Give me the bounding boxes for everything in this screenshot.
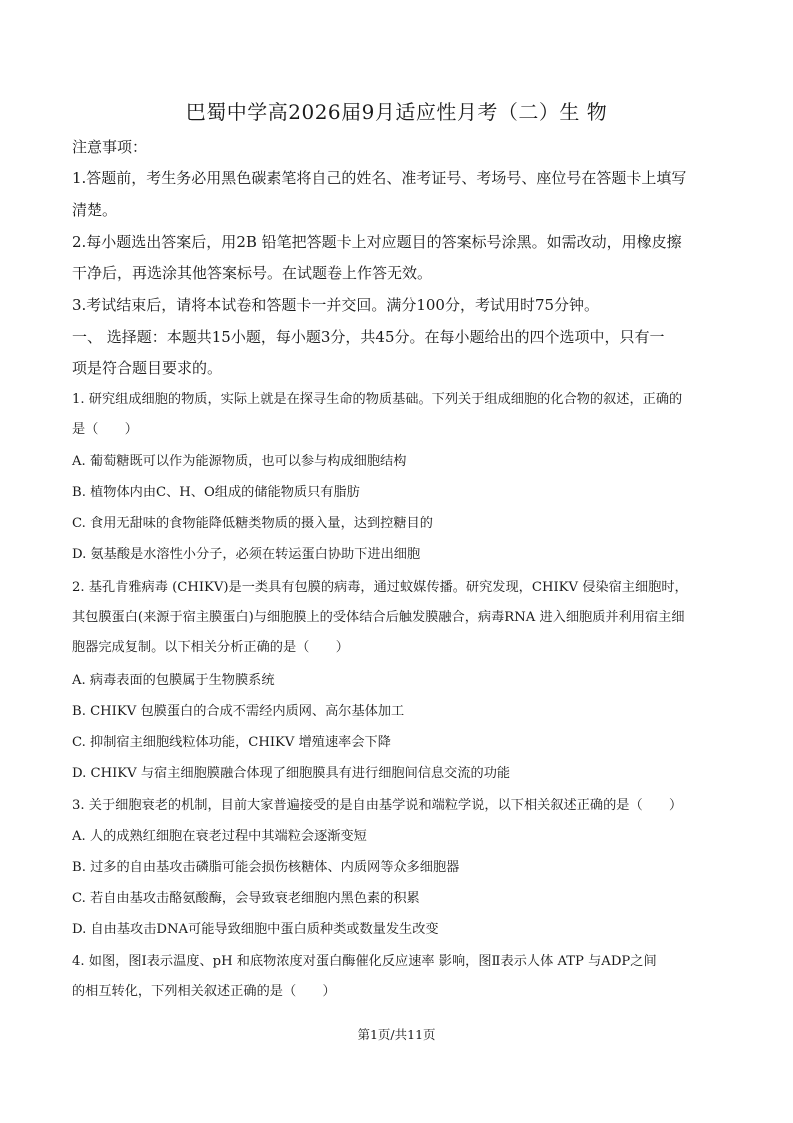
- q2-option-c: C. 抑制宿主细胞线粒体功能，CHIKV 增殖速率会下降: [72, 735, 391, 750]
- page-title: 巴蜀中学高2026届9月适应性月考（二）生 物: [185, 100, 608, 124]
- q1-option-a: A. 葡萄糖既可以作为能源物质，也可以参与构成细胞结构: [72, 454, 407, 469]
- q2-stem-line-1: 2. 基孔肯雅病毒 (CHIKV)是一类具有包膜的病毒，通过蚊媒传播。研究发现，CHIKV 侵染宿主细胞时，: [72, 580, 688, 595]
- page-footer: 第1页/共11页: [357, 1027, 436, 1042]
- q1-option-b: B. 植物体内由C、H、O组成的储能物质只有脂肪: [72, 485, 360, 500]
- q2-stem-line-2: 其包膜蛋白(来源于宿主膜蛋白)与细胞膜上的受体结合后触发膜融合，病毒RNA 进入细胞质并利用宿主细: [72, 610, 685, 625]
- note-1-line-2: 清楚。: [72, 201, 118, 219]
- q4-stem-line-1: 4. 如图，图Ⅰ表示温度、pH 和底物浓度对蛋白酶催化反应速率 影响，图Ⅱ表示人体 ATP 与ADP之间: [72, 954, 657, 969]
- section-heading-line-2: 项是符合题目要求的。: [72, 359, 223, 377]
- q2-stem-line-3: 胞器完成复制。以下相关分析正确的是（ ）: [72, 640, 349, 655]
- note-3-line-1: 3.考试结束后，请将本试卷和答题卡一并交回。满分100分，考试用时75分钟。: [72, 296, 600, 314]
- note-2-line-2: 干净后，再选涂其他答案标号。在试题卷上作答无效。: [72, 264, 433, 282]
- q1-option-c: C. 食用无甜味的食物能降低糖类物质的摄入量，达到控糖目的: [72, 516, 433, 531]
- notice-heading: 注意事项：: [72, 138, 148, 156]
- q2-option-a: A. 病毒表面的包膜属于生物膜系统: [72, 673, 275, 688]
- q1-stem-line-2: 是（ ）: [72, 422, 138, 437]
- q3-stem-line-1: 3. 关于细胞衰老的机制，目前大家普遍接受的是自由基学说和端粒学说，以下相关叙述正确的是（ ）: [72, 798, 683, 813]
- q3-option-c: C. 若自由基攻击酪氨酸酶，会导致衰老细胞内黑色素的积累: [72, 891, 420, 906]
- q3-option-a: A. 人的成熟红细胞在衰老过程中其端粒会逐渐变短: [72, 829, 367, 844]
- q4-stem-line-2: 的相互转化，下列相关叙述正确的是（ ）: [72, 984, 336, 999]
- section-heading-line-1: 一、 选择题：本题共15小题，每小题3分，共45分。在每小题给出的四个选项中，只有一: [72, 328, 665, 346]
- note-2-line-1: 2.每小题选出答案后，用2B 铅笔把答题卡上对应题目的答案标号涂黑。如需改动，用橡皮擦: [72, 233, 682, 251]
- note-1-line-1: 1.答题前，考生务必用黑色碳素笔将自己的姓名、准考证号、考场号、座位号在答题卡上填写: [72, 169, 687, 187]
- q3-option-b: B. 过多的自由基攻击磷脂可能会损伤核糖体、内质网等众多细胞器: [72, 860, 460, 875]
- q2-option-d: D. CHIKV 与宿主细胞膜融合体现了细胞膜具有进行细胞间信息交流的功能: [72, 766, 511, 781]
- q3-option-d: D. 自由基攻击DNA可能导致细胞中蛋白质种类或数量发生改变: [72, 922, 439, 937]
- q1-option-d: D. 氨基酸是水溶性小分子，必须在转运蛋白协助下进出细胞: [72, 547, 421, 562]
- q1-stem-line-1: 1. 研究组成细胞的物质，实际上就是在探寻生命的物质基础。下列关于组成细胞的化合物的叙述，正确的: [72, 392, 683, 407]
- q2-option-b: B. CHIKV 包膜蛋白的合成不需经内质网、高尔基体加工: [72, 704, 405, 719]
